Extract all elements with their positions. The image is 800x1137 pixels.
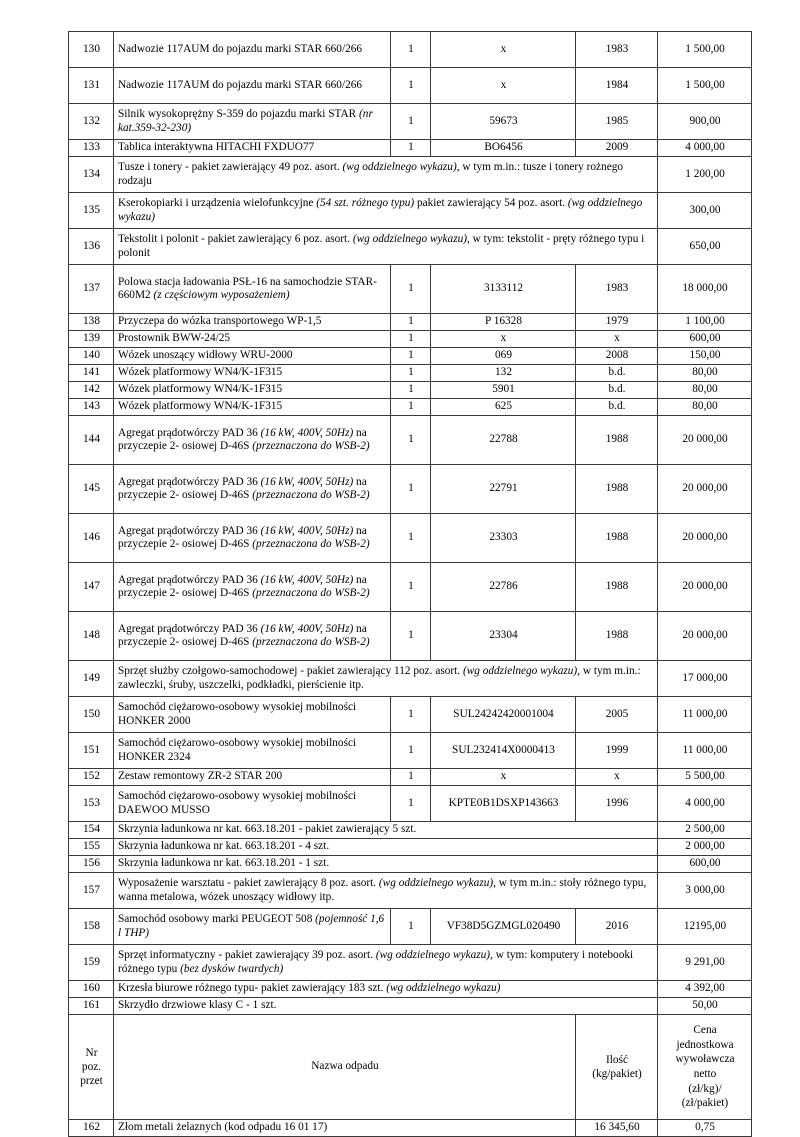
item-price: 3 000,00: [658, 873, 752, 909]
item-quantity: 1: [391, 331, 431, 348]
item-serial-number: VF38D5GZMGL020490: [431, 909, 576, 945]
item-description: Krzesła biurowe różnego typu- pakiet zawierający 183 szt. (wg oddzielnego wykazu): [114, 981, 658, 998]
waste-header-quantity: Ilość (kg/pakiet): [576, 1015, 658, 1120]
row-number: 159: [69, 945, 114, 981]
item-quantity: 1: [391, 104, 431, 140]
item-price: 20 000,00: [658, 465, 752, 514]
item-description: Skrzynia ładunkowa nr kat. 663.18.201 - pakiet zawierający 5 szt.: [114, 822, 658, 839]
item-year: 1985: [576, 104, 658, 140]
item-price: 20 000,00: [658, 563, 752, 612]
item-description: Prostownik BWW-24/25: [114, 331, 391, 348]
item-quantity: 1: [391, 697, 431, 733]
item-serial-number: x: [431, 331, 576, 348]
row-number: 137: [69, 265, 114, 314]
item-description: Skrzydło drzwiowe klasy C - 1 szt.: [114, 998, 658, 1015]
item-year: 1988: [576, 563, 658, 612]
item-price: 20 000,00: [658, 612, 752, 661]
item-serial-number: 069: [431, 348, 576, 365]
item-year: 1979: [576, 314, 658, 331]
table-row: [69, 416, 752, 465]
item-price: 1 200,00: [658, 157, 752, 193]
item-serial-number: 23303: [431, 514, 576, 563]
item-year: 2009: [576, 140, 658, 157]
table-row: [69, 697, 752, 733]
item-price: 2 500,00: [658, 822, 752, 839]
table-row: [69, 563, 752, 612]
table-row: [69, 104, 752, 140]
item-serial-number: 23304: [431, 612, 576, 661]
item-price: 11 000,00: [658, 697, 752, 733]
item-description: Agregat prądotwórczy PAD 36 (16 kW, 400V, 50Hz) na przyczepie 2- osiowej D-46S (przeznaczona do WSB-2): [114, 612, 391, 661]
item-description: Wózek unoszący widłowy WRU-2000: [114, 348, 391, 365]
row-number: 152: [69, 769, 114, 786]
item-description: Przyczepa do wózka transportowego WP-1,5: [114, 314, 391, 331]
table-row: [69, 382, 752, 399]
item-price: 80,00: [658, 399, 752, 416]
item-year: x: [576, 331, 658, 348]
item-description: Nadwozie 117AUM do pojazdu marki STAR 660/266: [114, 68, 391, 104]
item-description: Agregat prądotwórczy PAD 36 (16 kW, 400V, 50Hz) na przyczepie 2- osiowej D-46S (przeznaczona do WSB-2): [114, 465, 391, 514]
row-number: 161: [69, 998, 114, 1015]
table-row: [69, 229, 752, 265]
item-description: Skrzynia ładunkowa nr kat. 663.18.201 - 1 szt.: [114, 856, 658, 873]
row-number: 135: [69, 193, 114, 229]
auction-items-body: [69, 32, 752, 1015]
row-number: 138: [69, 314, 114, 331]
item-serial-number: x: [431, 68, 576, 104]
item-price: 4 000,00: [658, 786, 752, 822]
table-row: [69, 733, 752, 769]
item-quantity: 1: [391, 909, 431, 945]
item-year: x: [576, 769, 658, 786]
row-number: 133: [69, 140, 114, 157]
table-row: [69, 769, 752, 786]
item-year: b.d.: [576, 365, 658, 382]
waste-header-name: Nazwa odpadu: [114, 1015, 576, 1120]
item-description: Polowa stacja ładowania PSŁ-16 na samochodzie STAR-660M2 (z częściowym wyposażeniem): [114, 265, 391, 314]
item-description: Tusze i tonery - pakiet zawierający 49 poz. asort. (wg oddzielnego wykazu), w tym m.in.: tusze i tonery rożnego rodzaju: [114, 157, 658, 193]
item-description: Wózek platformowy WN4/K-1F315: [114, 382, 391, 399]
item-description: Wózek platformowy WN4/K-1F315: [114, 399, 391, 416]
row-number: 139: [69, 331, 114, 348]
row-number: 136: [69, 229, 114, 265]
item-quantity: 1: [391, 365, 431, 382]
item-description: Agregat prądotwórczy PAD 36 (16 kW, 400V, 50Hz) na przyczepie 2- osiowej D-46S (przeznaczona do WSB-2): [114, 416, 391, 465]
row-number: 132: [69, 104, 114, 140]
table-row: [69, 945, 752, 981]
item-description: Samochód osobowy marki PEUGEOT 508 (pojemność 1,6 l THP): [114, 909, 391, 945]
row-number: 143: [69, 399, 114, 416]
waste-description: Złom metali żelaznych (kod odpadu 16 01 17): [114, 1120, 576, 1137]
table-row: [69, 68, 752, 104]
table-row: [69, 873, 752, 909]
item-price: 600,00: [658, 856, 752, 873]
item-quantity: 1: [391, 612, 431, 661]
item-price: 1 500,00: [658, 32, 752, 68]
item-quantity: 1: [391, 399, 431, 416]
row-number: 155: [69, 839, 114, 856]
row-number: 151: [69, 733, 114, 769]
table-row: [69, 348, 752, 365]
item-year: 1996: [576, 786, 658, 822]
item-serial-number: KPTE0B1DSXP143663: [431, 786, 576, 822]
waste-items-body: [69, 1015, 752, 1137]
item-description: Zestaw remontowy ZR-2 STAR 200: [114, 769, 391, 786]
table-row: [69, 514, 752, 563]
table-row: [69, 998, 752, 1015]
table-row: [69, 909, 752, 945]
item-quantity: 1: [391, 140, 431, 157]
item-description: Kserokopiarki i urządzenia wielofunkcyjne (54 szt. różnego typu) pakiet zawierający 54 poz. asort. (wg oddzielnego wykazu): [114, 193, 658, 229]
item-description: Agregat prądotwórczy PAD 36 (16 kW, 400V, 50Hz) na przyczepie 2- osiowej D-46S (przeznaczona do WSB-2): [114, 514, 391, 563]
item-price: 900,00: [658, 104, 752, 140]
row-number: 134: [69, 157, 114, 193]
item-year: 1988: [576, 612, 658, 661]
item-price: 18 000,00: [658, 265, 752, 314]
item-quantity: 1: [391, 733, 431, 769]
waste-table-row: [69, 1120, 752, 1137]
item-serial-number: 132: [431, 365, 576, 382]
item-price: 650,00: [658, 229, 752, 265]
waste-quantity: 16 345,60: [576, 1120, 658, 1137]
table-row: [69, 465, 752, 514]
item-price: 5 500,00: [658, 769, 752, 786]
waste-header-nr: Nr poz. przet: [69, 1015, 114, 1120]
item-serial-number: 22788: [431, 416, 576, 465]
table-row: [69, 822, 752, 839]
item-year: 2016: [576, 909, 658, 945]
item-description: Sprzęt informatyczny - pakiet zawierający 39 poz. asort. (wg oddzielnego wykazu), w tym: komputery i notebooki różnego typu (bez dysków twardych): [114, 945, 658, 981]
item-serial-number: 59673: [431, 104, 576, 140]
row-number: 144: [69, 416, 114, 465]
item-quantity: 1: [391, 465, 431, 514]
auction-items-table: [68, 31, 752, 1137]
item-description: Silnik wysokoprężny S-359 do pojazdu marki STAR (nr kat.359-32-230): [114, 104, 391, 140]
row-number: 150: [69, 697, 114, 733]
row-number: 131: [69, 68, 114, 104]
row-number: 140: [69, 348, 114, 365]
row-number: 153: [69, 786, 114, 822]
auction-items-table-container: [68, 31, 751, 1137]
item-description: Samochód ciężarowo-osobowy wysokiej mobilności HONKER 2324: [114, 733, 391, 769]
item-serial-number: 5901: [431, 382, 576, 399]
table-row: [69, 839, 752, 856]
table-row: [69, 981, 752, 998]
item-price: 9 291,00: [658, 945, 752, 981]
row-number: 141: [69, 365, 114, 382]
item-year: 1988: [576, 465, 658, 514]
item-serial-number: SUL24242420001004: [431, 697, 576, 733]
item-description: Tablica interaktywna HITACHI FXDUO77: [114, 140, 391, 157]
item-price: 4 392,00: [658, 981, 752, 998]
item-description: Wózek platformowy WN4/K-1F315: [114, 365, 391, 382]
item-quantity: 1: [391, 382, 431, 399]
item-serial-number: BO6456: [431, 140, 576, 157]
table-row: [69, 331, 752, 348]
item-quantity: 1: [391, 314, 431, 331]
table-row: [69, 399, 752, 416]
item-description: Sprzęt służby czołgowo-samochodowej - pakiet zawierający 112 poz. asort. (wg oddzielnego wykazu), w tym m.in.: zawleczki, śruby, uszczelki, podkładki, pierścienie itp.: [114, 661, 658, 697]
row-number: 130: [69, 32, 114, 68]
item-price: 50,00: [658, 998, 752, 1015]
item-year: 1984: [576, 68, 658, 104]
item-description: Samochód ciężarowo-osobowy wysokiej mobilności HONKER 2000: [114, 697, 391, 733]
item-description: Skrzynia ładunkowa nr kat. 663.18.201 - 4 szt.: [114, 839, 658, 856]
item-quantity: 1: [391, 514, 431, 563]
item-description: Tekstolit i polonit - pakiet zawierający 6 poz. asort. (wg oddzielnego wykazu), w tym: tekstolit - pręty różnego typu i polonit: [114, 229, 658, 265]
item-price: 17 000,00: [658, 661, 752, 697]
item-serial-number: P 16328: [431, 314, 576, 331]
table-row: [69, 265, 752, 314]
item-year: b.d.: [576, 382, 658, 399]
item-price: 300,00: [658, 193, 752, 229]
item-serial-number: SUL232414X0000413: [431, 733, 576, 769]
item-quantity: 1: [391, 786, 431, 822]
item-serial-number: x: [431, 769, 576, 786]
item-year: 1988: [576, 416, 658, 465]
item-quantity: 1: [391, 348, 431, 365]
waste-price: 0,75: [658, 1120, 752, 1137]
table-row: [69, 365, 752, 382]
item-quantity: 1: [391, 68, 431, 104]
item-price: 12195,00: [658, 909, 752, 945]
table-row: [69, 314, 752, 331]
item-serial-number: x: [431, 32, 576, 68]
table-row: [69, 32, 752, 68]
row-number: 147: [69, 563, 114, 612]
item-serial-number: 22791: [431, 465, 576, 514]
item-year: 2008: [576, 348, 658, 365]
row-number: 149: [69, 661, 114, 697]
table-row: [69, 140, 752, 157]
item-year: 1983: [576, 265, 658, 314]
row-number: 158: [69, 909, 114, 945]
item-price: 80,00: [658, 382, 752, 399]
item-quantity: 1: [391, 265, 431, 314]
waste-header-row: [69, 1015, 752, 1120]
item-description: Agregat prądotwórczy PAD 36 (16 kW, 400V, 50Hz) na przyczepie 2- osiowej D-46S (przeznaczona do WSB-2): [114, 563, 391, 612]
row-number: 160: [69, 981, 114, 998]
item-price: 1 500,00: [658, 68, 752, 104]
item-price: 80,00: [658, 365, 752, 382]
table-row: [69, 193, 752, 229]
item-serial-number: 22786: [431, 563, 576, 612]
item-description: Wyposażenie warsztatu - pakiet zawierający 8 poz. asort. (wg oddzielnego wykazu), w tym m.in.: stoły różnego typu, wanna metalowa, wózek unoszący widłowy itp.: [114, 873, 658, 909]
waste-header-price: Cena jednostkowa wywoławcza netto (zł/kg)/ (zł/pakiet): [658, 1015, 752, 1120]
item-price: 20 000,00: [658, 514, 752, 563]
item-year: b.d.: [576, 399, 658, 416]
table-row: [69, 786, 752, 822]
item-year: 2005: [576, 697, 658, 733]
row-number: 156: [69, 856, 114, 873]
item-description: Nadwozie 117AUM do pojazdu marki STAR 660/266: [114, 32, 391, 68]
item-quantity: 1: [391, 563, 431, 612]
item-price: 150,00: [658, 348, 752, 365]
item-price: 4 000,00: [658, 140, 752, 157]
table-row: [69, 612, 752, 661]
item-quantity: 1: [391, 32, 431, 68]
item-price: 20 000,00: [658, 416, 752, 465]
item-year: 1988: [576, 514, 658, 563]
item-year: 1983: [576, 32, 658, 68]
row-number: 145: [69, 465, 114, 514]
item-price: 2 000,00: [658, 839, 752, 856]
item-quantity: 1: [391, 416, 431, 465]
row-number: 148: [69, 612, 114, 661]
item-price: 600,00: [658, 331, 752, 348]
item-year: 1999: [576, 733, 658, 769]
row-number: 146: [69, 514, 114, 563]
item-description: Samochód ciężarowo-osobowy wysokiej mobilności DAEWOO MUSSO: [114, 786, 391, 822]
item-serial-number: 625: [431, 399, 576, 416]
row-number: 154: [69, 822, 114, 839]
item-serial-number: 3133112: [431, 265, 576, 314]
item-price: 11 000,00: [658, 733, 752, 769]
item-quantity: 1: [391, 769, 431, 786]
row-number: 157: [69, 873, 114, 909]
table-row: [69, 157, 752, 193]
item-price: 1 100,00: [658, 314, 752, 331]
table-row: [69, 661, 752, 697]
table-row: [69, 856, 752, 873]
waste-row-number: 162: [69, 1120, 114, 1137]
row-number: 142: [69, 382, 114, 399]
